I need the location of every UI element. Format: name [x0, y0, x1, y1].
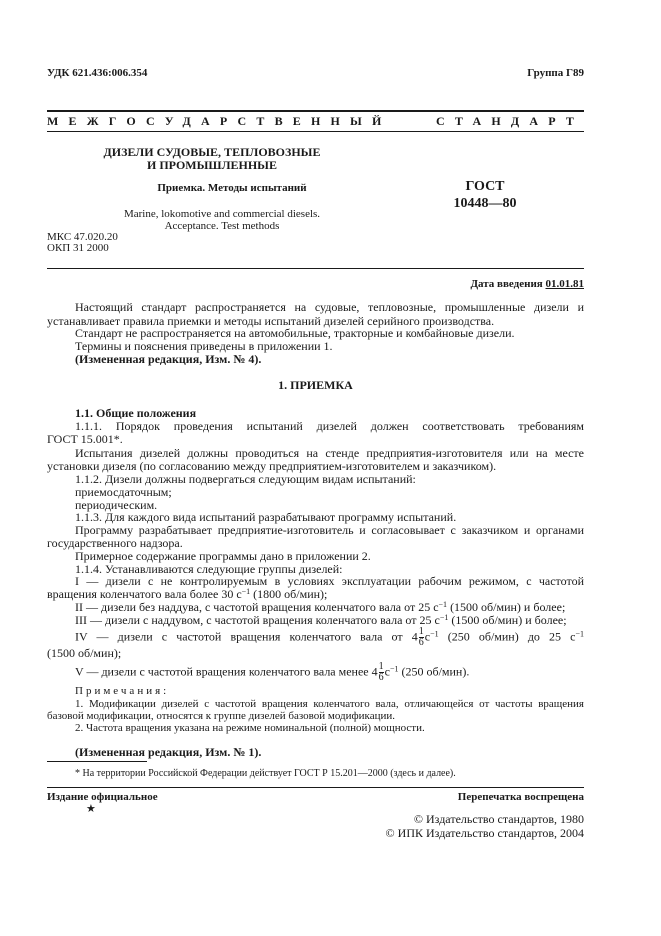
star-icon: ★ [86, 803, 96, 815]
exponent: −1 [438, 600, 448, 609]
group-iv-text-end: (250 об/мин) до 25 с [438, 629, 576, 644]
fraction-one-sixth [379, 662, 384, 683]
group-i-text-end: (1800 об/мин); [250, 587, 328, 601]
group-iv-unit: с [424, 629, 431, 644]
fraction-numerator: 1 [378, 661, 384, 672]
title-line-2: И ПРОМЫШЛЕННЫЕ [147, 158, 277, 172]
preamble-amendment: (Измененная редакция, Изм. № 4). [75, 352, 262, 366]
group-iv-line-2: (1500 об/мин); [47, 646, 122, 660]
title-english-1: Marine, lokomotive and commercial diesels. [123, 208, 321, 220]
header-separator [47, 268, 584, 269]
gost-label: ГОСТ [465, 179, 505, 194]
body-line: приемосдаточным; [75, 485, 172, 499]
exponent: −1 [439, 613, 449, 622]
group-iv-text: IV — дизели с частотой вращения коленчатого вала от 4 [75, 629, 418, 644]
fraction-denominator: 6 [378, 672, 384, 683]
body-line: государственного надзора. [47, 536, 183, 550]
fraction-one-sixth [419, 627, 424, 648]
note-1-line-1: 1. Модификации дизелей с частотой вращения коленчатого вала, отличающейся от частоты вращения [75, 698, 584, 710]
body-line: 1.1.4. Устанавливаются следующие группы дизелей: [75, 562, 343, 576]
body-line: Примерное содержание программы дано в приложении 2. [75, 549, 371, 563]
group-iii-text: III — дизели с наддувом, с частотой вращения коленчатого вала от 25 с [75, 613, 440, 627]
body-line: установки дизеля (по согласованию между предприятием-изготовителем и заказчиком). [47, 459, 497, 473]
group-v-text-end: (250 об/мин). [398, 664, 470, 679]
group-i-text: вращения коленчатого вала более 30 с [47, 587, 242, 601]
group-ii-text-end: (1500 об/мин) и более; [447, 600, 566, 614]
group-iii-line [75, 613, 584, 628]
body-line: 1.1.3. Для каждого вида испытаний разрабатывают программу испытаний. [75, 510, 457, 524]
amendment-note: (Измененная редакция, Изм. № 1). [75, 745, 262, 759]
note-1-line-2: базовой модификации, относятся к группе дизелей базовой модификации. [47, 710, 395, 722]
official-edition: Издание официальное [47, 791, 158, 803]
group-code: Группа Г89 [527, 67, 584, 79]
group-v-unit: с [384, 664, 390, 679]
exponent: −1 [430, 629, 439, 639]
body-line: периодическим. [75, 498, 158, 512]
group-i-line: I — дизели с не контролируемым в условиях эксплуатации рабочим режимом, с частотой [75, 574, 584, 588]
preamble-line: устанавливает правила приемки и методы испытаний дизелей серийного производства. [47, 314, 495, 328]
exponent: −1 [241, 587, 251, 596]
gost-number: 10448—80 [453, 196, 517, 211]
body-line: ГОСТ 15.001*. [47, 432, 123, 446]
exponent: −1 [389, 664, 399, 674]
section-heading: 1. ПРИЕМКА [278, 378, 353, 392]
body-line: 1.1.1. Порядок проведения испытаний дизелей должен соответствовать требованиям [75, 419, 584, 433]
okp-code: ОКП 31 2000 [47, 242, 109, 254]
mks-code: МКС 47.020.20 [47, 231, 118, 243]
subsection-heading: 1.1. Общие положения [75, 406, 197, 420]
intro-date [470, 278, 584, 290]
notes-title: Примечания: [75, 685, 170, 697]
banner-bottom-rule [47, 131, 584, 132]
fraction-numerator: 1 [418, 626, 424, 637]
banner-interstate: МЕЖГОСУДАРСТВЕННЫЙ [47, 114, 392, 128]
body-line: 1.1.2. Дизели должны подвергаться следующим видам испытаний: [75, 472, 416, 486]
group-ii-text: II — дизели без наддува, с частотой вращения коленчатого вала от 25 с [75, 600, 439, 614]
title-subtitle: Приемка. Методы испытаний [157, 182, 307, 194]
body-line: Испытания дизелей должны проводиться на стенде предприятия-изготовителя или на месте [75, 446, 584, 460]
intro-date-label: Дата введения [470, 278, 543, 290]
fraction-denominator: 6 [418, 637, 424, 648]
copyright-2004: © ИПК Издательство стандартов, 2004 [385, 826, 584, 840]
title-english-2: Acceptance. Test methods [164, 220, 280, 232]
footnote: * На территории Российской Федерации действует ГОСТ Р 15.201—2000 (здесь и далее). [75, 768, 456, 779]
group-iii-text-end: (1500 об/мин) и более; [448, 613, 567, 627]
body-line: Программу разрабатывает предприятие-изготовитель и согласовывает с заказчиком и органами [75, 523, 584, 537]
note-2: 2. Частота вращения указана на режиме номинальной (полной) мощности. [75, 722, 425, 734]
footer-rule [47, 787, 584, 788]
exponent: −1 [575, 629, 585, 639]
title-line-1: ДИЗЕЛИ СУДОВЫЕ, ТЕПЛОВОЗНЫЕ [103, 145, 321, 159]
group-v-line [75, 662, 469, 683]
preamble-line: Термины и пояснения приведены в приложении 1. [75, 339, 333, 353]
udk-code: УДК 621.436:006.354 [47, 67, 148, 79]
reprint-notice: Перепечатка воспрещена [457, 791, 584, 803]
group-iv-line [75, 627, 584, 648]
preamble-line: Настоящий стандарт распространяется на судовые, тепловозные, промышленные дизели и [75, 300, 584, 314]
copyright-1980: © Издательство стандартов, 1980 [413, 812, 584, 826]
banner-top-rule [47, 110, 584, 112]
group-v-text: V — дизели с частотой вращения коленчатого вала менее 4 [75, 664, 378, 679]
preamble-line: Стандарт не распространяется на автомобильные, тракторные и комбайновые дизели. [75, 326, 515, 340]
banner-standard: СТАНДАРТ [436, 114, 585, 128]
intro-date-value: 01.01.81 [545, 278, 584, 290]
footnote-rule [47, 761, 147, 762]
